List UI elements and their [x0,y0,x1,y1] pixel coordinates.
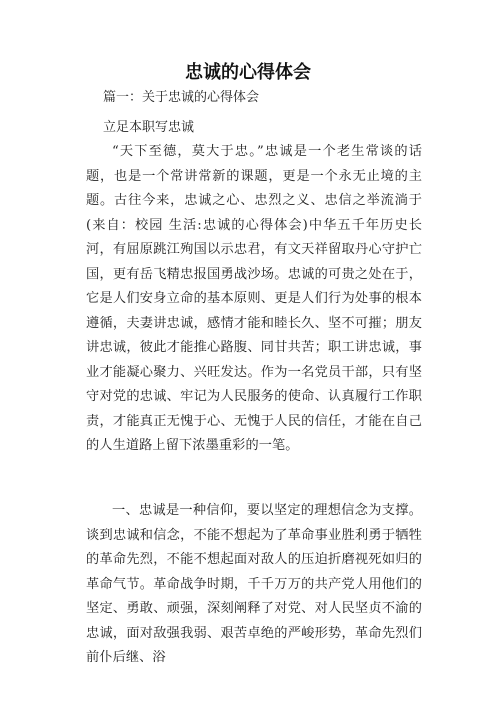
body-paragraph: “天下至德，莫大于忠。”忠诚是一个老生常谈的话题，也是一个常讲常新的课题，更是一个永无止境的主题。古往今来，忠诚之心、忠烈之义、忠信之举流淌于(来自：校园 生活:忠诚的心得体会)中华五千年历史长河，有屈原跳江殉国以示忠君，有文天祥留取丹心守护亡国，更有岳飞精忠报国勇战沙场。忠诚的可贵之处在于，它是人们安身立命的基本原则、更是人们行为处事的根本遵循，夫妻讲忠诚，感情才能和睦长久、坚不可摧；朋友讲忠诚，彼此才能推心路腹、同甘共苦；职工讲忠诚，事业才能凝心聚力、兴旺发达。作为一名党员干部，只有坚守对党的忠诚、牢记为人民服务的使命、认真履行工作职责，才能真正无愧于心、无愧于人民的信任，才能在自己的人生道路上留下浓墨重彩的一笔。 [86,144,422,453]
body-paragraph: 一、忠诚是一种信仰，要以坚定的理想信念为支撑。谈到忠诚和信念，不能不想起为了革命事业胜利勇于牺牲的革命先烈，不能不想起面对敌人的压迫折磨视死如归的革命气节。革命战争时期，千千万万的共产党人用他们的坚定、勇敢、顽强，深刻阐释了对党、对人民坚贞不渝的忠诚，面对敌强我弱、艰苦卓绝的严峻形势，革命先烈们前仆后继、浴 [86,503,422,665]
section-heading: 篇一：关于忠诚的心得体会 [103,90,260,105]
sub-heading: 立足本职写忠诚 [103,120,195,135]
document-title: 忠诚的心得体会 [185,62,311,83]
